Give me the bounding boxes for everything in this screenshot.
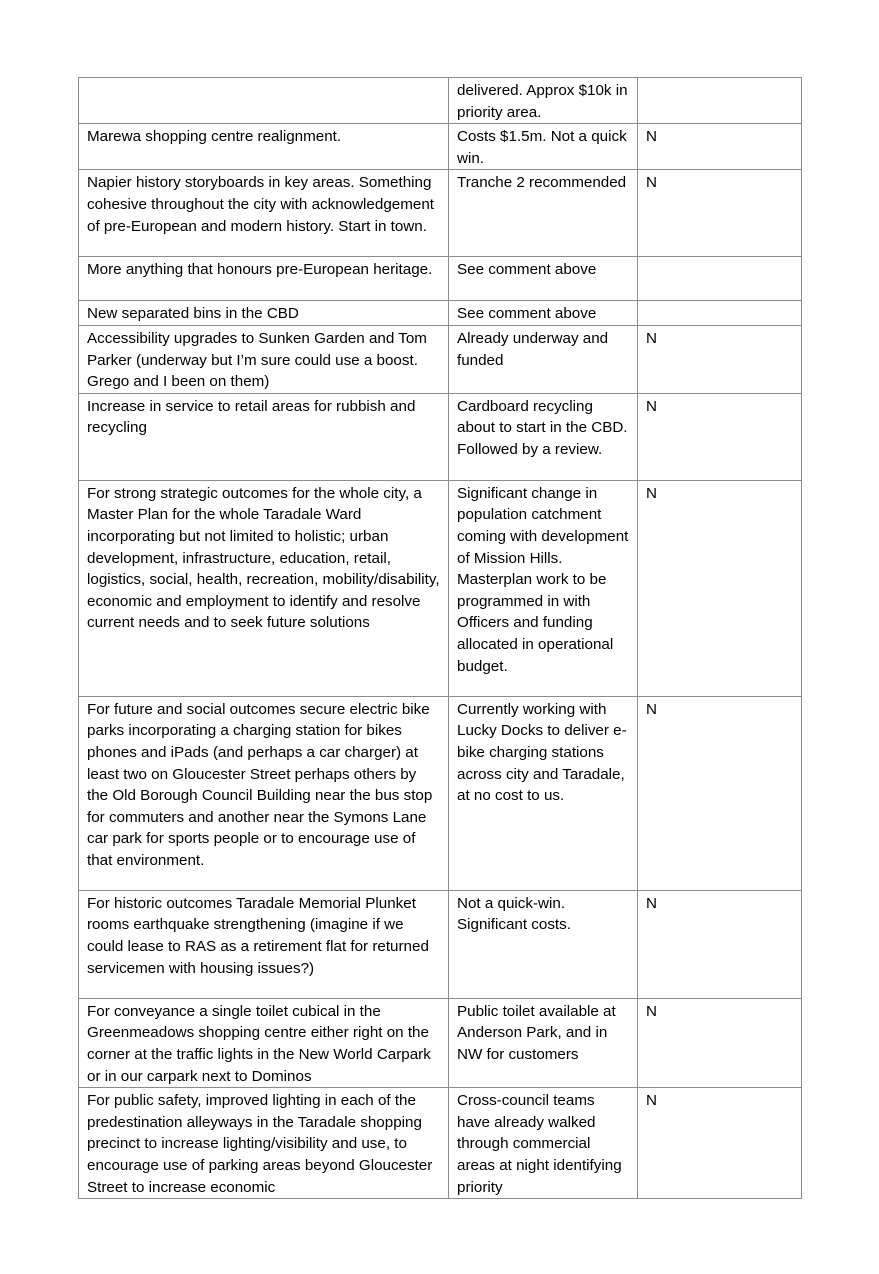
flag-cell: N: [638, 393, 802, 480]
flag-cell: N: [638, 124, 802, 170]
suggestion-cell: For conveyance a single toilet cubical in the Greenmeadows shopping centre either right on the corner at the traffic lights in the New World Carpark or in our carpark next to Dominos: [79, 998, 449, 1087]
flag-cell: N: [638, 480, 802, 696]
comment-cell: delivered. Approx $10k in priority area.: [449, 78, 638, 124]
comment-cell: Significant change in population catchment coming with development of Mission Hills. Masterplan work to be programmed in with Officers and funding allocated in operational budget.: [449, 480, 638, 696]
suggestion-cell: Increase in service to retail areas for rubbish and recycling: [79, 393, 449, 480]
suggestion-cell: Marewa shopping centre realignment.: [79, 124, 449, 170]
comment-cell: See comment above: [449, 257, 638, 301]
table-row: [79, 170, 802, 257]
comment-cell: See comment above: [449, 301, 638, 326]
comment-cell: Public toilet available at Anderson Park, and in NW for customers: [449, 998, 638, 1087]
comment-cell: Currently working with Lucky Docks to deliver e-bike charging stations across city and Taradale, at no cost to us.: [449, 696, 638, 890]
flag-cell: N: [638, 696, 802, 890]
table-row: [79, 124, 802, 170]
flag-cell: N: [638, 170, 802, 257]
flag-cell: N: [638, 890, 802, 998]
flag-cell: N: [638, 998, 802, 1087]
suggestion-cell: Napier history storyboards in key areas. Something cohesive throughout the city with acknowledgement of pre-European and modern history. Start in town.: [79, 170, 449, 257]
table-row: [79, 696, 802, 890]
table-row: [79, 890, 802, 998]
table-row: [79, 998, 802, 1087]
comment-cell: Already underway and funded: [449, 325, 638, 393]
flag-cell: [638, 78, 802, 124]
suggestion-cell: More anything that honours pre-European heritage.: [79, 257, 449, 301]
flag-cell: N: [638, 325, 802, 393]
comment-cell: Cardboard recycling about to start in the CBD. Followed by a review.: [449, 393, 638, 480]
comment-cell: Not a quick-win. Significant costs.: [449, 890, 638, 998]
table-row: [79, 257, 802, 301]
comment-cell: Cross-council teams have already walked through commercial areas at night identifying priority: [449, 1088, 638, 1199]
suggestion-cell: Accessibility upgrades to Sunken Garden and Tom Parker (underway but I’m sure could use a boost. Grego and I been on them): [79, 325, 449, 393]
council-suggestions-table: [78, 77, 802, 1199]
suggestion-cell: For strong strategic outcomes for the whole city, a Master Plan for the whole Taradale Ward incorporating but not limited to holistic; urban development, infrastructure, education, retail, logistics, social, health, recreation, mobility/disability, economic and employment to identify and resolve current needs and to seek future solutions: [79, 480, 449, 696]
suggestion-cell: [79, 78, 449, 124]
table-row: [79, 78, 802, 124]
table-row: [79, 393, 802, 480]
comment-cell: Tranche 2 recommended: [449, 170, 638, 257]
flag-cell: N: [638, 1088, 802, 1199]
comment-cell: Costs $1.5m. Not a quick win.: [449, 124, 638, 170]
table-row: [79, 301, 802, 326]
table-row: [79, 1088, 802, 1199]
table-row: [79, 480, 802, 696]
table-row: [79, 325, 802, 393]
suggestion-cell: For historic outcomes Taradale Memorial Plunket rooms earthquake strengthening (imagine if we could lease to RAS as a retirement flat for returned servicemen with housing issues?): [79, 890, 449, 998]
flag-cell: [638, 301, 802, 326]
suggestion-cell: New separated bins in the CBD: [79, 301, 449, 326]
suggestion-cell: For future and social outcomes secure electric bike parks incorporating a charging station for bikes phones and iPads (and perhaps a car charger) at least two on Gloucester Street perhaps others by the Old Borough Council Building near the bus stop for commuters and another near the Symons Lane car park for sports people or to encourage use of that environment.: [79, 696, 449, 890]
flag-cell: [638, 257, 802, 301]
suggestion-cell: For public safety, improved lighting in each of the predestination alleyways in the Taradale shopping precinct to increase lighting/visibility and use, to encourage use of parking areas beyond Gloucester Street to increase economic: [79, 1088, 449, 1199]
